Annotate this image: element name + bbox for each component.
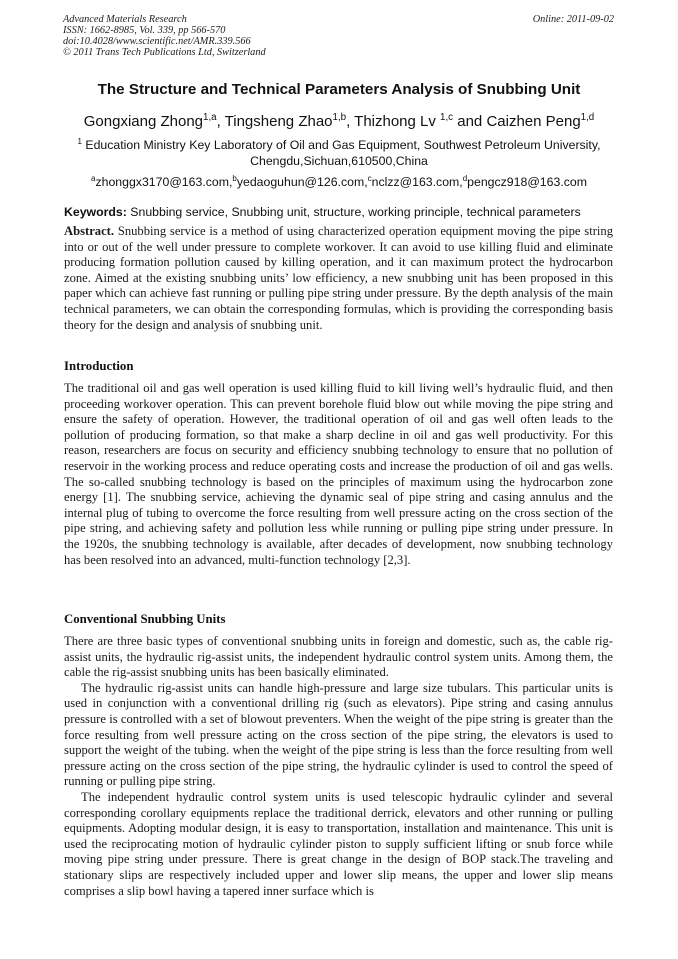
paragraph: The traditional oil and gas well operation is used killing fluid to kill living well’s hydraulic fluid, and then proceeding workover operation. This can prevent borehole fluid blow out while moving the pipe string and ensure the safety of operation. However, the traditional operation of oil and gas well often leads to the pollution of producing formation, so that make a sharp decline in oil and gas well productivity. For this reason, researchers are focus on security and efficiency snubbing technology to ensure that no pollution of reservoir in the working process and reduce operating costs and increase the production of oil and gas wells. The so-called snubbing technology is based on the principles of maximum using the hydrocarbon zone energy [1]. The snubbing service, achieving the dynamic seal of pipe string and casing annulus and the internal plug of tubing to overcome the force resulting from well pressure acting on the cross section of the pipe string, and achieving safety and pollution less while running or pulling pipe string under pressure. In the 1920s, the snubbing technology is available, after decades of development, now snubbing technology has been resolved into an advanced, multi-function technology [2,3]. — [64, 381, 613, 567]
abstract — [64, 224, 613, 333]
affiliation-mark: 1 — [77, 136, 82, 146]
author-name: Tingsheng Zhao — [224, 113, 333, 130]
journal-issn: ISSN: 1662-8985, Vol. 339, pp 566-570 — [63, 25, 226, 36]
journal-header — [63, 14, 266, 58]
author-affiliation-mark: 1,b — [332, 112, 347, 123]
author-affiliation-mark: 1,d — [580, 112, 595, 123]
keywords — [64, 205, 616, 220]
email-mark: a — [91, 173, 96, 183]
email-mark: b — [232, 173, 237, 183]
author-affiliation-mark: 1,a — [203, 112, 217, 123]
abstract-text: Snubbing service is a method of using characterized operation equipment moving the pipe string into or out of the well under pressure to complete workover. It can avoid to use killing fluid and eliminate producing formation pollution caused by killing operation, and it can maximum protect the hydrocarbon zone. Aimed at the existing snubbing units’ low efficiency, a new snubbing unit has been proposed in this paper which can achieve fast running or pulling pipe string under pressure. By the depth analysis of the main technical parameters, we can obtain the corresponding formulas, which is providing the corresponding basis theory for the design and analysis of snubbing unit. — [64, 224, 613, 332]
online-date: Online: 2011-09-02 — [532, 14, 614, 25]
paragraph: The independent hydraulic control system units is used telescopic hydraulic cylinder and several corresponding corollary equipments replace the traditional derrick, elevators and other running or pulling equipments. Adopting modular design, it is easy to transportation, installation and maintenance. This unit is used the reciprocating motion of hydraulic cylinder piston to supply sufficient lifting or snub force while moving pipe string under pressure. There is great change in the design of BOP stack.The traveling and stationary slips are respectively included upper and lower slip means, the upper and lower slip means comprises a slip bowl having a tapered inner surface which is — [64, 789, 613, 898]
affiliation-text: Education Ministry Key Laboratory of Oil and Gas Equipment, Southwest Petroleum University, — [81, 138, 601, 152]
author-emails — [0, 174, 678, 190]
email-link[interactable]: nclzz@163.com, — [371, 175, 463, 189]
paragraph: The hydraulic rig-assist units can handle high-pressure and large size tubulars. This particular units is used in conjunction with a conventional drilling rig (such as elevators). Pipe string and casing annulus pressure is controlled with a set of blowout preventers. When the weight of the pipe string is greater than the force resulting from well pressure acting on the cross section of the pipe string, the elevators is used to support the weight of the tubing. when the weight of the pipe string is less than the force resulting from well pressure acting on the cross section of the pipe string, the hydraulic cylinder is used to control the speed of running or pulling pipe string. — [64, 680, 613, 789]
email-mark: d — [462, 173, 468, 183]
email-link[interactable]: zhonggx3170@163.com, — [95, 175, 233, 189]
section-heading-introduction: Introduction — [64, 359, 134, 373]
author-name: Thizhong Lv — [354, 113, 441, 130]
journal-name: Advanced Materials Research — [63, 14, 187, 25]
email-mark: c — [367, 173, 372, 183]
keywords-label: Keywords: — [64, 205, 127, 219]
author-separator: , — [216, 113, 225, 130]
conventional-body — [64, 634, 613, 899]
abstract-paragraph — [64, 224, 613, 333]
affiliation-line — [0, 137, 678, 153]
email-link[interactable]: yedaoguhun@126.com, — [236, 175, 368, 189]
affiliation — [0, 137, 678, 169]
author-separator: , — [346, 113, 355, 130]
affiliation-line: Chengdu,Sichuan,610500,China — [250, 154, 428, 168]
author-list — [0, 113, 678, 131]
email-link[interactable]: pengcz918@163.com — [467, 175, 587, 189]
introduction-body — [64, 381, 613, 568]
paragraph: There are three basic types of conventional snubbing units in foreign and domestic, such as, the cable rig-assist units, the hydraulic rig-assist units, the independent hydraulic control system units. Among them, the cable the rig-assist snubbing units has been basically eliminated. — [64, 634, 613, 680]
author-affiliation-mark: 1,c — [440, 112, 454, 123]
keywords-text: Snubbing service, Snubbing unit, structure, working principle, technical parameters — [126, 205, 581, 219]
paper-title: The Structure and Technical Parameters Analysis of Snubbing Unit — [97, 81, 581, 98]
abstract-label: Abstract. — [64, 224, 115, 238]
journal-copyright: © 2011 Trans Tech Publications Ltd, Switzerland — [63, 47, 266, 58]
journal-doi: doi:10.4028/www.scientific.net/AMR.339.566 — [63, 36, 251, 47]
section-heading-conventional: Conventional Snubbing Units — [64, 612, 226, 626]
author-name: Gongxiang Zhong — [83, 113, 204, 130]
author-separator: and — [453, 113, 487, 130]
author-name: Caizhen Peng — [486, 113, 581, 130]
